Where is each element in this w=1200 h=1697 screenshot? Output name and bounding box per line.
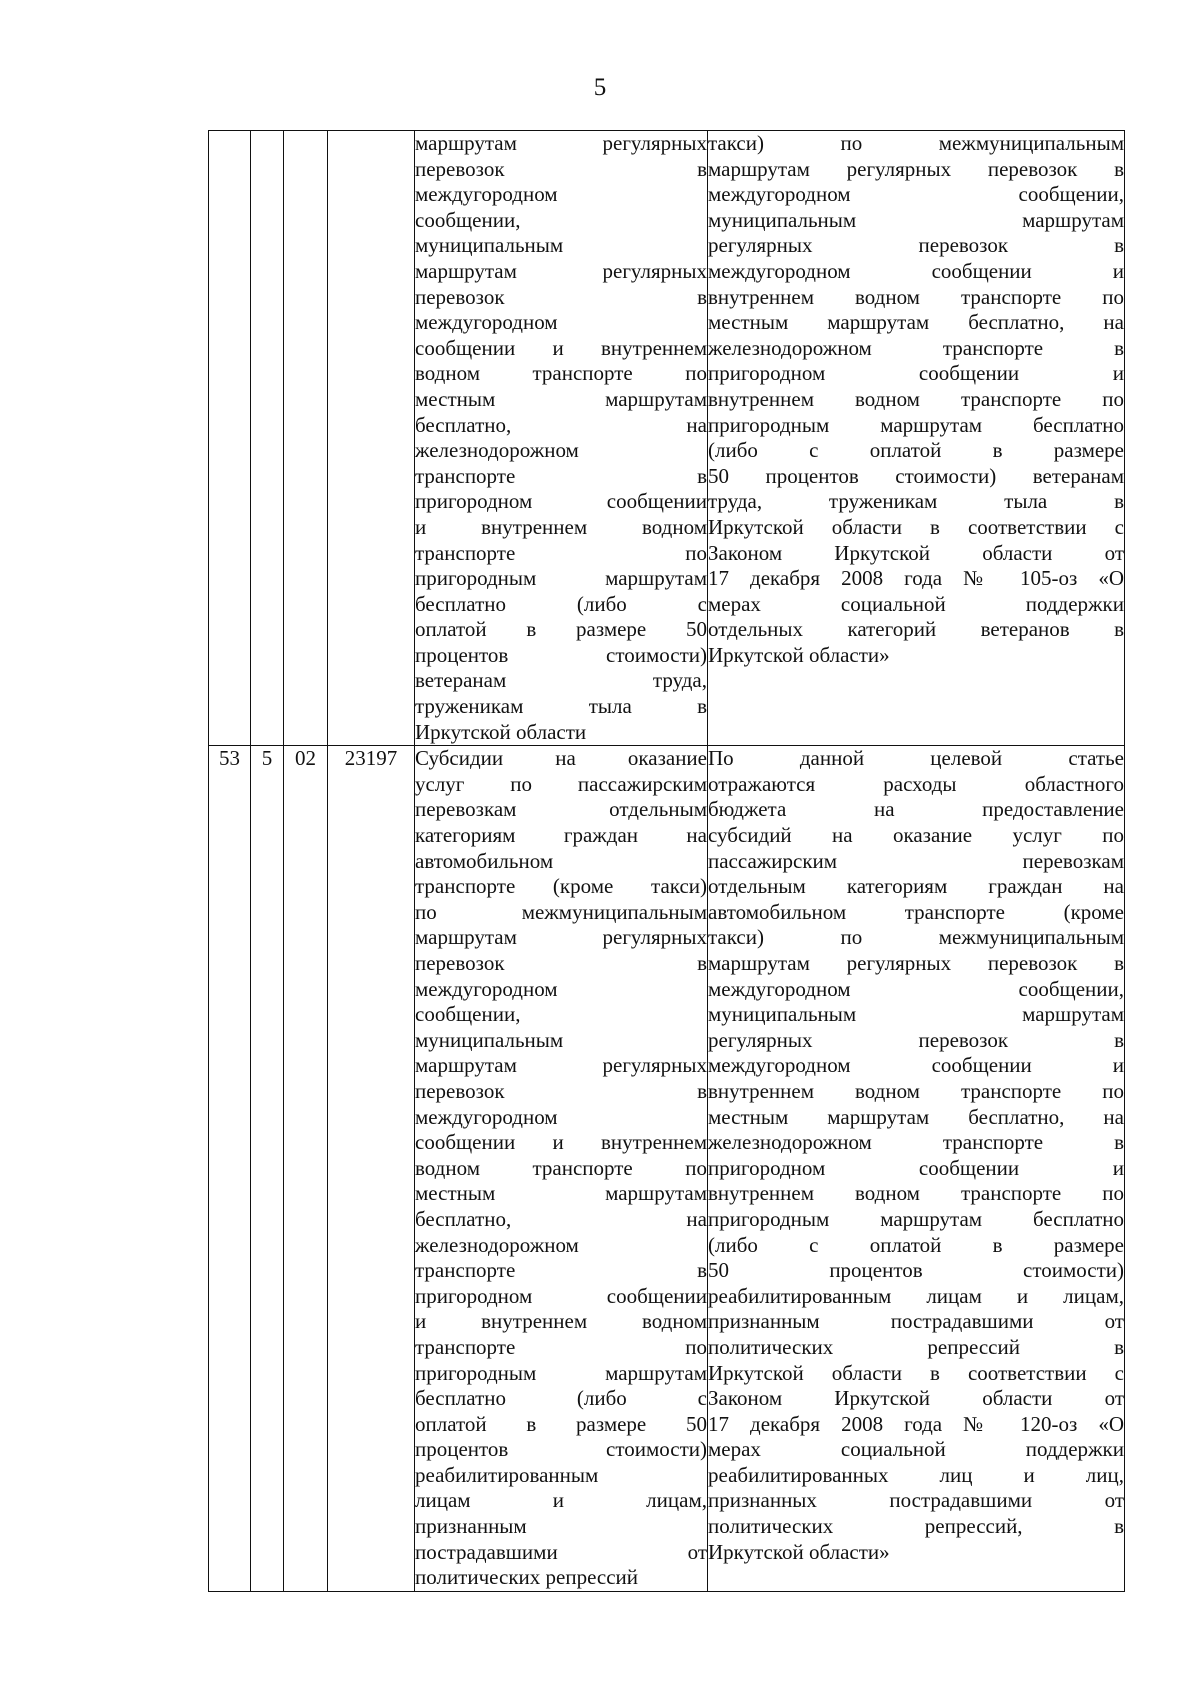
text-line: Законом Иркутской области от [708,1386,1124,1411]
text-line: отдельных категорий ветеранов в [708,617,1124,642]
text-line: категориям граждан на [415,823,707,848]
text-line: Субсидии на оказание [415,746,707,771]
text-line: регулярных перевозок в [708,233,1124,258]
text-line: сообщении и внутреннем [415,1130,707,1155]
text-line: бесплатно (либо с [415,591,707,616]
text-line: (либо с оплатой в размере [708,438,1124,463]
text-line: ветеранам труда, [415,668,707,693]
text-line: и внутреннем водном [415,514,707,539]
text-line: политических репрессий [415,1565,639,1590]
text-line: междугородном [415,976,558,1001]
text-line: сообщении и внутреннем [415,335,707,360]
text-line: местным маршрутам [415,386,707,411]
text-line: Законом Иркутской области от [708,540,1124,565]
text-line: междугородном сообщении, [708,976,1124,1001]
text-line: бесплатно, на [415,1206,707,1231]
table-row [209,131,1125,746]
text-line: муниципальным [415,1027,564,1052]
text-line: автомобильном [415,848,554,873]
text-line: мерах социальной поддержки [708,1437,1124,1462]
text-line: маршрутам регулярных [415,1053,707,1078]
code-cell-2 [251,131,284,746]
text-line: междугородном сообщении и [708,258,1124,283]
text-line: пригородном сообщении [415,1283,707,1308]
text-line: политических репрессий, в [708,1514,1124,1539]
text-line: труженикам тыла в [415,694,707,719]
text-line: транспорте по [415,1334,707,1359]
text-line: железнодорожном транспорте в [708,335,1124,360]
text-line: транспорте по [415,540,707,565]
text-line: муниципальным [415,233,564,258]
text-line: пригородным маршрутам [415,566,707,591]
text-line: муниципальным маршрутам [708,1002,1124,1027]
text-line: регулярных перевозок в [708,1027,1124,1052]
text-line: труда, труженикам тыла в [708,489,1124,514]
article-name-cell [415,746,708,1592]
text-line: 50 процентов стоимости) [708,1258,1124,1283]
text-line: пригородным маршрутам бесплатно [708,1206,1124,1231]
text-line: местным маршрутам [415,1181,707,1206]
text-line: водном транспорте по [415,1155,707,1180]
text-line: бесплатно (либо с [415,1386,707,1411]
text-line: 17 декабря 2008 года № 120-оз «О [708,1411,1124,1436]
text-line: железнодорожном транспорте в [708,1130,1124,1155]
text-line: транспорте (кроме такси) [415,874,707,899]
text-line: сообщении, [415,1002,521,1027]
code-cell-1: 53 [209,746,251,1592]
code-cell-3: 02 [284,746,328,1592]
text-line: такси) по межмуниципальным [708,925,1124,950]
text-line: автомобильном транспорте (кроме [708,899,1124,924]
text-line: (либо с оплатой в размере [708,1232,1124,1257]
text-line: Иркутской области» [708,642,890,667]
text-line: маршрутам регулярных [415,258,707,283]
text-line: местным маршрутам бесплатно, на [708,1104,1124,1129]
text-line: перевозок в [415,284,707,309]
code-cell-4 [328,131,415,746]
text-line: маршрутам регулярных перевозок в [708,951,1124,975]
text-line: пригородном сообщении [415,489,707,514]
table-row [209,746,1125,1592]
text-line: маршрутам регулярных [415,925,707,950]
text-line: маршрутам регулярных перевозок в [708,156,1124,181]
text-line: процентов стоимости) [415,642,707,667]
text-line: По данной целевой статье [708,746,1124,771]
text-line: внутреннем водном транспорте по [708,1078,1124,1103]
budget-classification-table [208,130,1125,1592]
text-line: местным маршрутам бесплатно, на [708,310,1124,335]
text-line: междугородном сообщении и [708,1053,1124,1078]
text-line: транспорте в [415,1258,707,1283]
text-line: реабилитированных лиц и лиц, [708,1462,1124,1487]
code-cell-2: 5 [251,746,284,1592]
text-line: пассажирским перевозкам [708,848,1124,873]
text-line: оплатой в размере 50 [415,617,707,642]
text-line: перевозок в [415,156,707,181]
text-line: перевозок в [415,951,707,975]
text-line: внутреннем водном транспорте по [708,1181,1124,1206]
text-line: 50 процентов стоимости) ветеранам [708,463,1124,488]
text-line: муниципальным маршрутам [708,207,1124,232]
text-line: перевозкам отдельным [415,797,707,822]
text-line: междугородном сообщении, [708,182,1124,207]
text-line: водном транспорте по [415,361,707,386]
text-line: признанным [415,1514,527,1539]
text-line: Иркутской области в соответствии с [708,1360,1124,1385]
page-number: 5 [593,74,607,101]
text-line: железнодорожном [415,438,579,463]
article-description-cell [708,746,1125,1592]
text-line: пригородном сообщении и [708,1155,1124,1180]
text-line: признанных пострадавшими от [708,1488,1124,1513]
code-cell-4: 23197 [328,746,415,1592]
text-line: 17 декабря 2008 года № 105-оз «О [708,566,1124,591]
text-line: пострадавшими от [415,1539,707,1564]
text-line: отдельным категориям граждан на [708,874,1124,899]
code-cell-1 [209,131,251,746]
text-line: такси) по межмуниципальным [708,131,1124,155]
text-line: реабилитированным [415,1462,599,1487]
text-line: лицам и лицам, [415,1488,707,1513]
text-line: реабилитированным лицам и лицам, [708,1283,1124,1308]
text-line: бесплатно, на [415,412,707,437]
text-line: пригородным маршрутам [415,1360,707,1385]
text-line: транспорте в [415,463,707,488]
text-line: оплатой в размере 50 [415,1411,707,1436]
article-description-cell [708,131,1125,746]
text-line: мерах социальной поддержки [708,591,1124,616]
text-line: междугородном [415,310,558,335]
text-line: пригородном сообщении и [708,361,1124,386]
text-line: междугородном [415,1104,558,1129]
text-line: Иркутской области в соответствии с [708,514,1124,539]
text-line: и внутреннем водном [415,1309,707,1334]
text-line: признанным пострадавшими от [708,1309,1124,1334]
text-line: процентов стоимости) [415,1437,707,1462]
text-line: субсидий на оказание услуг по [708,823,1124,848]
text-line: железнодорожном [415,1232,579,1257]
code-cell-3 [284,131,328,746]
text-line: внутреннем водном транспорте по [708,386,1124,411]
text-line: бюджета на предоставление [708,797,1124,822]
text-line: внутреннем водном транспорте по [708,284,1124,309]
text-line: маршрутам регулярных [415,131,707,155]
text-line: междугородном [415,182,558,207]
text-line: сообщении, [415,207,521,232]
text-line: пригородным маршрутам бесплатно [708,412,1124,437]
text-line: отражаются расходы областного [708,771,1124,796]
text-line: политических репрессий в [708,1334,1124,1359]
text-line: Иркутской области [415,719,587,744]
text-line: перевозок в [415,1078,707,1103]
text-line: Иркутской области» [708,1539,890,1564]
article-name-cell [415,131,708,746]
text-line: услуг по пассажирским [415,771,707,796]
text-line: по межмуниципальным [415,899,707,924]
